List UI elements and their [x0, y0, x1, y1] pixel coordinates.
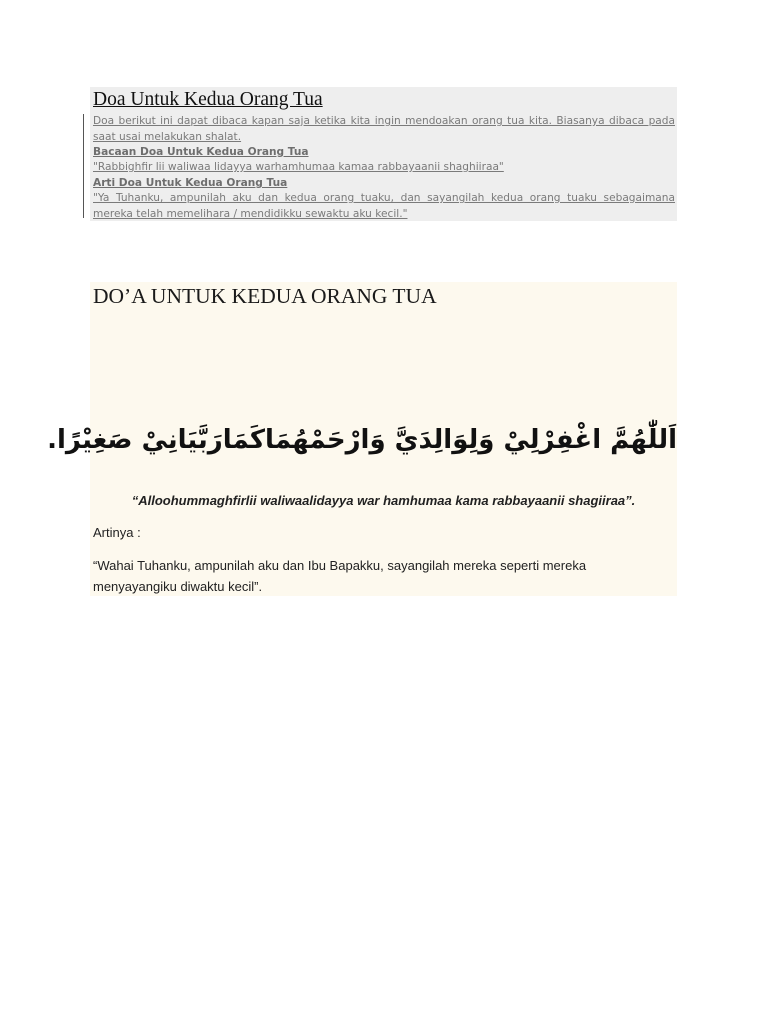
- meaning-text[interactable]: "Ya Tuhanku, ampunilah aku dan kedua orang tuaku, dan sayangilah kedua orang tuaku sebagaimana mereka telah memelihara / mendidikku sewaktu aku kecil.": [93, 192, 675, 220]
- doa-title: DO’A UNTUK KEDUA ORANG TUA: [93, 284, 437, 308]
- meaning-heading[interactable]: Arti Doa Untuk Kedua Orang Tua: [93, 177, 288, 189]
- meaning-translation: “Wahai Tuhanku, ampunilah aku dan Ibu Bapakku, sayangilah mereka seperti mereka menyayangiku diwaktu kecil”.: [93, 558, 587, 594]
- arabic-prayer-text: اَللّٰهُمَّ اغْفِرْلِيْ وَلِوَالِدَيَّ وَارْحَمْهُمَاكَمَارَبَّيَانِيْ صَغِيْرًا.: [47, 425, 677, 455]
- doa-arabic-block: [47, 282, 677, 596]
- quote-rule: [83, 114, 84, 218]
- artinya-label: Artinya :: [93, 525, 141, 540]
- doa-info-block: [90, 87, 677, 221]
- reading-text[interactable]: "Rabbighfir lii waliwaa lidayya warhamhumaa kamaa rabbayaanii shaghiiraa": [93, 161, 504, 173]
- reading-heading[interactable]: Bacaan Doa Untuk Kedua Orang Tua: [93, 146, 309, 158]
- transliteration-text: “Alloohummaghfirlii waliwaalidayya war hamhumaa kama rabbayaanii shagiiraa”.: [131, 493, 636, 508]
- intro-paragraph[interactable]: Doa berikut ini dapat dibaca kapan saja ketika kita ingin mendoakan orang tua kita. Biasanya dibaca pada saat usai melakukan shalat.: [93, 115, 675, 143]
- section-title[interactable]: Doa Untuk Kedua Orang Tua: [93, 89, 323, 110]
